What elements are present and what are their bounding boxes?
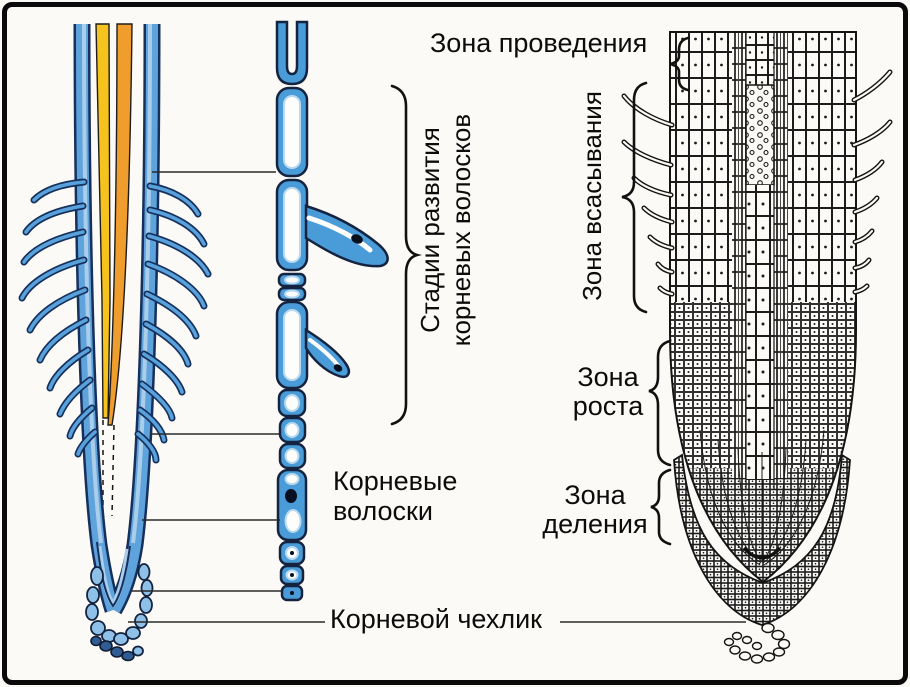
vascular-cylinder — [96, 24, 132, 516]
division-zone-label-line2: деления — [542, 509, 648, 540]
division-zone-label — [530, 481, 660, 539]
growth-zone-label-line2: роста — [572, 391, 644, 422]
root-hairs-label-line1: Корневые — [333, 466, 458, 496]
micro-root-illustration — [624, 30, 890, 663]
root-hairs-label-line2: волоски — [333, 496, 433, 527]
micro-root-tissue — [668, 30, 858, 588]
root-hairs-label — [333, 466, 457, 526]
absorption-zone-brace — [622, 83, 646, 312]
xylem-strip — [96, 24, 110, 418]
colored-root-illustration — [22, 24, 208, 661]
conduction-zone-label: Зона проведения — [430, 28, 648, 58]
hair-stages-brace — [392, 86, 417, 424]
hair-stages-label-line1: Стадии развития — [415, 127, 445, 333]
hair-stages-label-line2: корневых волосков — [445, 113, 476, 347]
sloughing-cap-cells — [725, 624, 790, 664]
root-cap-label: Корневой чехлик — [330, 604, 542, 634]
division-zone-label-line1: Зона — [564, 480, 626, 510]
growth-zone-label — [545, 363, 671, 421]
absorption-zone-label: Зона всасывания — [577, 91, 607, 301]
phloem-strip — [108, 24, 132, 425]
growth-zone-label-line1: Зона — [577, 362, 639, 392]
nucleus — [285, 489, 297, 503]
hair-stages-label — [415, 80, 479, 380]
